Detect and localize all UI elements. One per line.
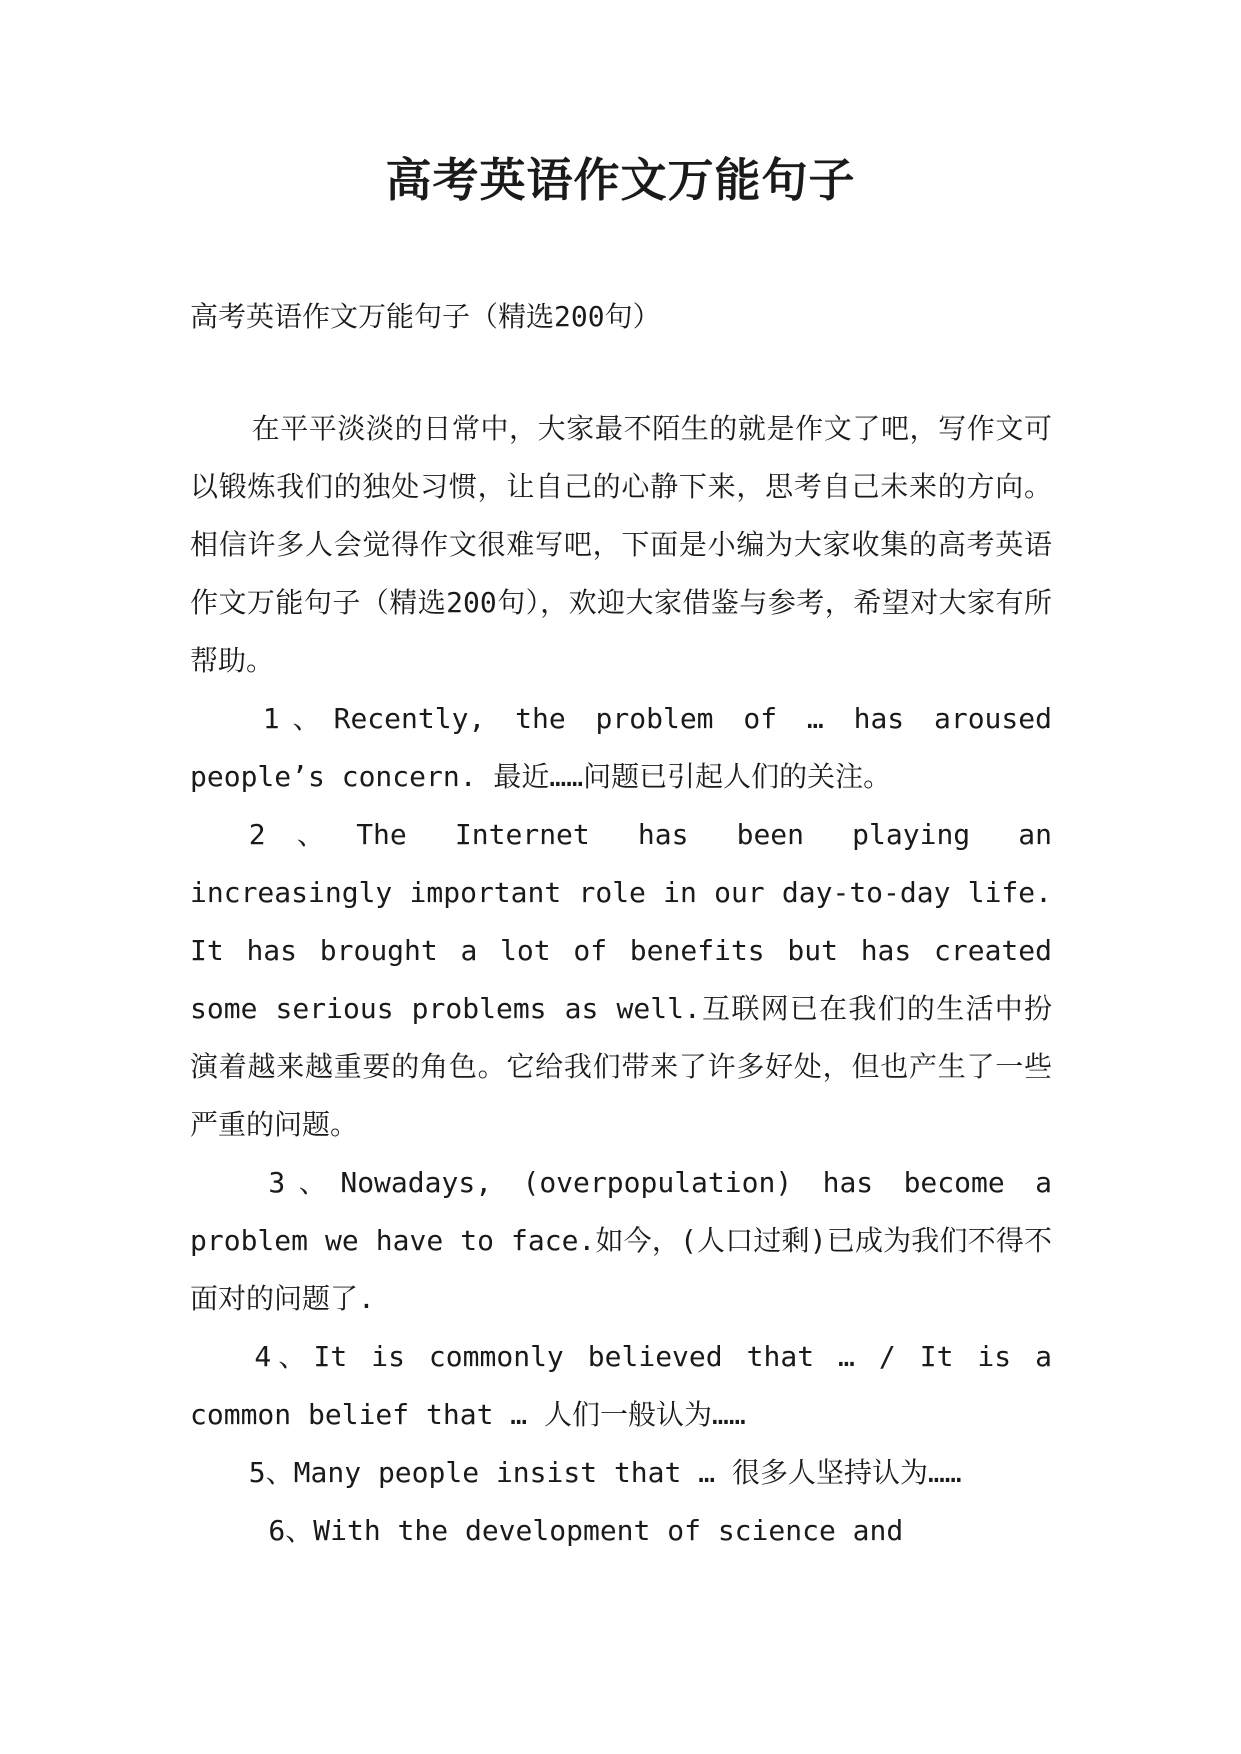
list-item-2: 2、The Internet has been playing an increasingly important role in our day-to-day life. It has brought a lot of benefits but has created some serious problems as well.互联网已在我们的生活中扮演着越来越重要的角色。它给我们带来了许多好处，但也产生了一些严重的问题。 (190, 818, 1052, 1141)
list-item-1: 1、Recently, the problem of … has aroused people’s concern. 最近……问题已引起人们的关注。 (190, 702, 1052, 793)
list-item-5: 5、Many people insist that … 很多人坚持认为…… (248, 1456, 962, 1489)
intro-paragraph: 在平平淡淡的日常中，大家最不陌生的就是作文了吧，写作文可以锻炼我们的独处习惯，让自己的心静下来，思考自己未来的方向。相信许多人会觉得作文很难写吧，下面是小编为大家收集的高考英语作文万能句子（精选200句），欢迎大家借鉴与参考，希望对大家有所帮助。 (190, 412, 1052, 677)
list-item-6: 6、With the development of science and (268, 1514, 904, 1547)
document-body (190, 400, 1052, 1560)
document-subtitle: 高考英语作文万能句子（精选200句） (190, 300, 661, 333)
list-item-3: 3、Nowadays, (overpopulation) has become a problem we have to face.如今，(人口过剩)已成为我们不得不面对的问题了. (190, 1166, 1052, 1315)
list-item-4: 4、It is commonly believed that … / It is a common belief that … 人们一般认为…… (190, 1340, 1052, 1431)
document-title: 高考英语作文万能句子 (385, 153, 856, 207)
